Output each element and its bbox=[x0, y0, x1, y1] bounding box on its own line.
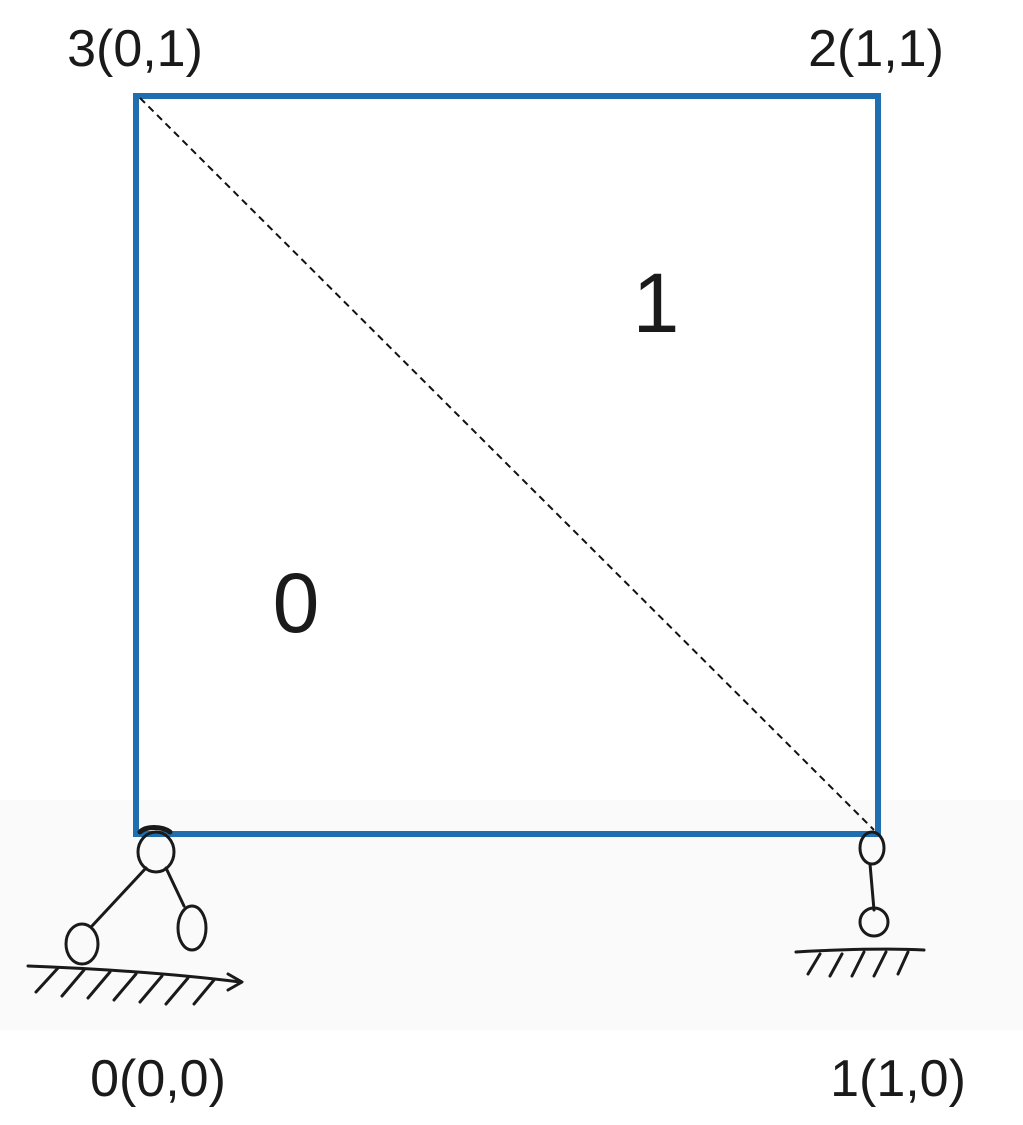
node-label-2: 2(1,1) bbox=[808, 20, 944, 78]
node-label-1: 1(1,0) bbox=[830, 1050, 966, 1108]
element-label-1: 1 bbox=[632, 256, 680, 350]
element-label-0: 0 bbox=[272, 556, 320, 650]
node-label-3: 3(0,1) bbox=[67, 20, 203, 78]
node-label-0: 0(0,0) bbox=[90, 1050, 226, 1108]
diagonal-dashed bbox=[140, 98, 874, 830]
